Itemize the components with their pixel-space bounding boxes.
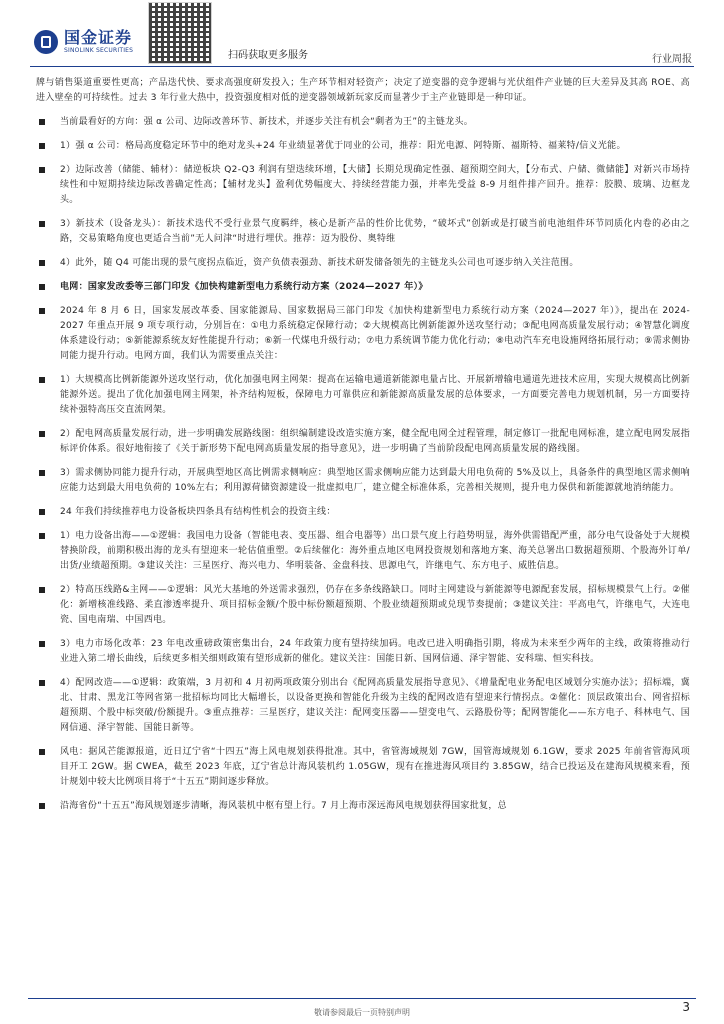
footer-divider [28, 998, 696, 999]
bullet-paragraph: 电网：国家发改委等三部门印发《加快构建新型电力系统行动方案（2024—2027 年）》 [36, 280, 690, 295]
logo-icon [34, 30, 58, 54]
report-type-label: 行业周报 [652, 54, 692, 65]
bullet-paragraph: 4）配网改造——①逻辑：政策端，3 月初和 4 月初两项政策分别出台《配网高质量发展指导意见》、《增量配电业务配电区域划分实施办法》；招标端，冀北、甘肃、黑龙江等网省第一批招标均同比大幅增长，以设备更换和智能化升级为主线的配网改造有望迎来行情拐点。②催化：顶层政策出台、网省招标超预期、个股中标突破/份额提升。③重点推荐：三星医疗，建议关注：配网变压器——望变电气、云路股份等；配网智能化——东方电子、科林电气、国网信通、泽宇智能、国能日新等。 [36, 676, 690, 736]
bullet-paragraph: 3）需求侧协同能力提升行动，开展典型地区高比例需求侧响应：典型地区需求侧响应能力达到最大用电负荷的 5%及以上，具备条件的典型地区需求侧响应能力达到最大用电负荷的 10%左右；利用源荷储资源建设一批虚拟电厂，建立健全标准体系，完善相关规则，提升电力保供和新能源就地消纳能力。 [36, 466, 690, 496]
bullet-paragraph: 3）新技术（设备龙头）：新技术迭代不受行业景气度羁绊，核心是新产品的性价比优势，“破坏式”创新或是打破当前电池组件环节同质化内卷的必由之路，交易策略角度也更适合当前”无人问津“时进行埋伏。推荐：迈为股份、奥特维 [36, 217, 690, 247]
logo-name-en: SINOLINK SECURITIES [64, 47, 134, 54]
bullet-paragraph: 沿海省份“十五五”海风规划逐步清晰，海风装机中枢有望上行。7 月上海市深远海风电规划获得国家批复，总 [36, 799, 690, 814]
report-body [36, 76, 690, 823]
bullet-paragraph: 1）大规模高比例新能源外送攻坚行动，优化加强电网主网架：提高在运输电通道新能源电量占比、开展新增输电通道先进技术应用，实现大规模高比例新能源外送。提出了优化加强电网主网架，补齐结构短板，保障电力可靠供应和新能源高质量发展的总体要求，一方面要完善电力规划机制，另一方面要持续补强特高压交直流网架。 [36, 373, 690, 418]
qr-label: 扫码获取更多服务 [228, 50, 308, 61]
header-divider [30, 66, 694, 67]
bullet-paragraph: 4）此外，随 Q4 可能出现的景气度拐点临近，资产负债表强劲、新技术研发储备领先的主链龙头公司也可逐步纳入关注范围。 [36, 256, 690, 271]
brand-logo [34, 30, 133, 54]
page-header [0, 0, 724, 70]
bullet-paragraph: 2）特高压线路&主网——①逻辑：风光大基地的外送需求强烈，仍存在多条线路缺口。同时主网建设与新能源等电源配套发展，招标规模景气上行。②催化：新增核准线路、柔直渗透率提升、项目招标金额/个股中标份额超预期、个股业绩超预期或兑现节奏提前；③建议关注：平高电气，许继电气，大连电瓷、国电南瑞、中国西电。 [36, 583, 690, 628]
disclaimer-note: 敬请参阅最后一页特别声明 [314, 1008, 410, 1017]
qr-code-icon[interactable] [148, 2, 212, 64]
bullet-paragraph: 2）边际改善（储能、辅材）：储逆板块 Q2-Q3 利润有望迭续环增，【大储】长期兑现确定性强、超预期空间大，【分布式、户储、微储能】对新兴市场持续性和中短期持续边际改善确定性高；【辅材龙头】盈利优势幅度大、持续经营能力强，并率先受益 8-9 月组件排产回升。推荐：胶膜、玻璃、边框龙头。 [36, 163, 690, 208]
bullet-paragraph: 当前最看好的方向：强 α 公司、边际改善环节、新技术，并逐步关注有机会“剩者为王”的主链龙头。 [36, 115, 690, 130]
bullet-paragraph: 3）电力市场化改革：23 年电改重磅政策密集出台，24 年政策力度有望持续加码。电改已进入明确指引期，将成为未来至少两年的主线，政策将推动行业进入第二增长曲线，后续更多相关细则政策有望形成新的催化。建议关注：国能日新、国网信通、泽宇智能、安科瑞、恒实科技。 [36, 637, 690, 667]
page-number: 3 [682, 1000, 690, 1014]
bullet-paragraph: 1）强 α 公司：格局高度稳定环节中的绝对龙头+24 年业绩显著优于同业的公司，推荐：阳光电源、阿特斯、福斯特、福莱特/信义光能。 [36, 139, 690, 154]
logo-name-cn: 国金证券 [64, 28, 133, 47]
bullet-paragraph: 风电：据风芒能源报道，近日辽宁省“十四五”海上风电规划获得批准。其中，省管海域规划 7GW，国管海域规划 6.1GW，要求 2025 年前省管海风项目开工 2GW。据 CWEA，截至 2023 年底，辽宁省总计海风装机约 1.05GW，现有在推进海风项目约 3.85GW，结合已投运及在建海风规模来看，预计规划中较大比例项目将于“十五五”期间逐步释放。 [36, 745, 690, 790]
bullet-paragraph: 24 年我们持续推荐电力设备板块四条具有结构性机会的投资主线： [36, 505, 690, 520]
bullet-paragraph: 2024 年 8 月 6 日，国家发展改革委、国家能源局、国家数据局三部门印发《加快构建新型电力系统行动方案（2024—2027 年）》，提出在 2024-2027 年重点开展 9 项专项行动，分别旨在：①电力系统稳定保障行动；②大规模高比例新能源外送攻坚行动；③配电网高质量发展行动；④智慧化调度体系建设行动；⑤新能源系统友好性能提升行动；⑥新一代煤电升级行动；⑦电力系统调节能力优化行动；⑧电动汽车充电设施网络拓展行动；⑨需求侧协同能力提升行动。电网方面，我们认为需要重点关注： [36, 304, 690, 364]
bullet-paragraph: 2）配电网高质量发展行动，进一步明确发展路线图：组织编制建设改造实施方案，健全配电网全过程管理，制定修订一批配电网标准，建立配电网发展指标评价体系。很好地衔接了《关于新形势下配电网高质量发展的指导意见》，进一步明确了当前阶段配电网高质量发展的路线图。 [36, 427, 690, 457]
bullet-paragraph: 1）电力设备出海——①逻辑：我国电力设备（智能电表、变压器、组合电器等）出口景气度上行趋势明显，海外供需错配严重，部分电气设备处于大规模替换阶段，前期积极出海的龙头有望迎来一轮估值重塑。②后续催化：海外重点地区电网投资规划和落地方案、海关总署出口数据超预期、个股海外订单/出货/业绩超预期。③建议关注：三星医疗、海兴电力、华明装备、金盘科技、思源电气，许继电气、东方电子、威胜信息。 [36, 529, 690, 574]
page-footer [0, 994, 724, 1024]
body-paragraph: 牌与销售渠道重要性更高；产品迭代快、要求高强度研发投入；生产环节相对轻资产；决定了逆变器的竞争逻辑与光伏组件产业链的巨大差异及其高 ROE、高进入壁垒的可持续性。过去 3 年行业大热中，投资强度相对低的逆变器领域新玩家反而显著少于主产业链即是一种印证。 [36, 78, 690, 103]
